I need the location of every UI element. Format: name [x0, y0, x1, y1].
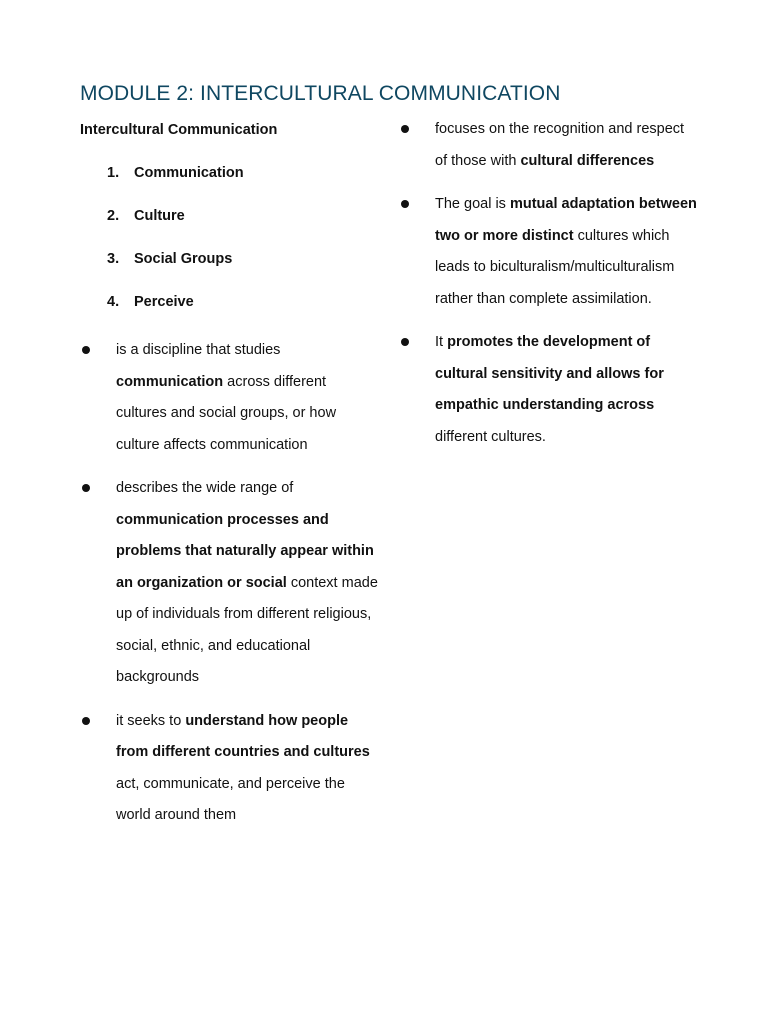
bullet-dot-icon: [401, 125, 409, 133]
bullet-text-part: The goal is: [435, 196, 510, 212]
bullet-item: [399, 327, 699, 453]
bullet-text-part: context made up of individuals from different religious, social, ethnic, and educational backgrounds: [116, 574, 378, 685]
list-number: 2.: [107, 208, 120, 224]
section-subheading: Intercultural Communication: [80, 122, 278, 138]
page-title: MODULE 2: INTERCULTURAL COMMUNICATION: [80, 82, 561, 105]
list-item-label: Social Groups: [134, 251, 233, 267]
bullet-dot-icon: [82, 484, 90, 492]
bullet-item: [80, 706, 380, 832]
bullet-item: [80, 473, 380, 694]
numbered-item: [80, 163, 380, 183]
bullet-dot-icon: [401, 200, 409, 208]
bullet-text-part: It: [435, 334, 448, 350]
bullet-text-part: across different cultures and social groups, or how culture affects communication: [116, 373, 337, 453]
list-number: 4.: [107, 294, 120, 310]
bullet-text-bold: cultural differences: [520, 152, 655, 169]
list-item-label: Culture: [134, 208, 185, 224]
list-item-label: Communication: [134, 165, 244, 181]
bullet-text-part: act, communicate, and perceive the world around them: [116, 775, 345, 823]
bullet-text-part: is a discipline that studies: [116, 342, 281, 358]
bullet-text-part: different cultures.: [435, 428, 546, 445]
bullet-item: [399, 189, 699, 315]
right-bullet-list: [399, 114, 699, 453]
numbered-item: [80, 249, 380, 269]
bullet-text-part: describes the wide range of: [116, 480, 294, 496]
numbered-item: [80, 292, 380, 312]
numbered-item: [80, 206, 380, 226]
bullet-item: [399, 114, 699, 177]
bullet-text-bold: communication: [116, 373, 224, 390]
bullet-text-bold: promotes the development of cultural sensitivity and allows for empathic understanding across: [435, 334, 664, 413]
bullet-text-bold: mutual adaptation between two or more distinct: [435, 196, 697, 244]
bullet-text-bold: understand how people from different countries and cultures: [116, 712, 370, 760]
bullet-item: [80, 335, 380, 461]
left-column: [80, 120, 380, 844]
bullet-text-part: focuses on the recognition and respect of those with: [435, 121, 685, 169]
list-number: 3.: [107, 251, 120, 267]
bullet-dot-icon: [401, 338, 409, 346]
bullet-text-bold: communication processes and problems that naturally appear within an organization or social: [116, 511, 374, 591]
left-bullet-list: [80, 335, 380, 832]
list-item-label: Perceive: [134, 294, 194, 310]
bullet-dot-icon: [82, 717, 90, 725]
bullet-dot-icon: [82, 346, 90, 354]
right-column: [399, 120, 699, 465]
list-number: 1.: [107, 165, 120, 181]
numbered-list: [80, 163, 380, 312]
bullet-text-part: cultures which leads to biculturalism/multiculturalism rather than complete assimilation.: [435, 227, 675, 307]
bullet-text-part: it seeks to: [116, 712, 186, 729]
